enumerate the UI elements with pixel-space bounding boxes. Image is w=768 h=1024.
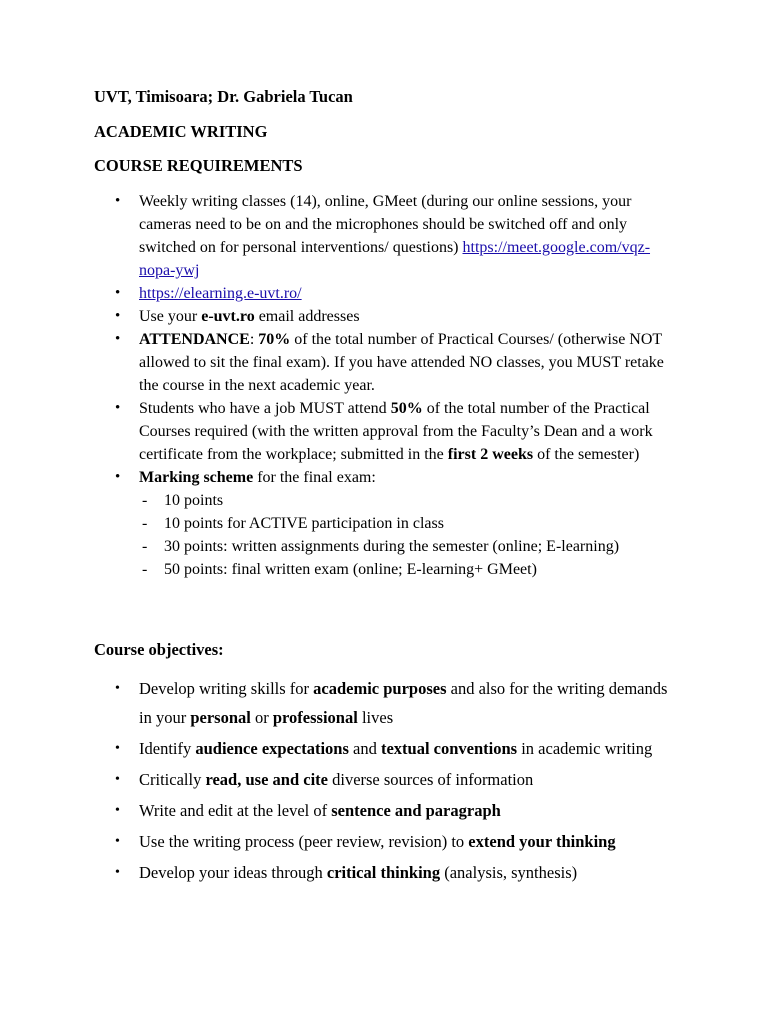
text-run: of the total number of Practical Courses/ (otherwise NOT allowed to sit the final exam). If you have attended NO classes, you MUST retake the course in the next academic year. [139,331,664,394]
text-run: lives [357,708,394,727]
text-run: Students who have a job MUST attend [139,400,391,417]
text-run: Use your [139,308,202,325]
text-run: of the semester) [533,446,640,463]
text-run: or [250,708,273,727]
list-item [94,282,674,305]
gmeet-link[interactable]: https://meet.google.com/vqz-nopa-ywj [139,239,651,279]
list-item [94,466,674,581]
text-run: in academic writing [517,739,653,758]
bold-run: audience expectations [195,739,349,758]
text-run: and also for the writing demands in your [139,679,668,727]
requirement-text: Weekly writing classes (14), online, GMeet (during our online sessions, your cameras need to be on and the microphones should be switched off and only switched on for personal interventions/ questions) [139,193,632,256]
scheme-item: - 10 points for ACTIVE participation in class [139,512,674,535]
text-run: : [249,331,259,348]
bold-run: extend your thinking [468,832,616,851]
scheme-item: - 30 points: written assignments during the semester (online; E-learning) [139,535,674,558]
text-run: for the final exam: [253,469,376,486]
bold-run: read, use and cite [205,770,328,789]
bold-run: first 2 weeks [447,446,534,463]
list-item [94,858,684,887]
list-item [94,734,684,763]
list-item [94,796,684,825]
list-item [94,305,674,328]
objectives-list [94,674,684,889]
marking-scheme-list [139,489,674,581]
bold-run: sentence and paragraph [331,801,501,820]
list-item [94,328,674,397]
bold-run: textual conventions [380,739,518,758]
text-run: email addresses [254,308,360,325]
list-item [94,765,684,794]
bold-run: 70% [258,331,291,348]
section-title: COURSE REQUIREMENTS [94,156,303,175]
elearning-link[interactable]: https://elearning.e-uvt.ro/ [139,285,302,302]
text-run: of the total number of the Practical Courses required (with the written approval from the Faculty’s Dean and a work certificate from the workplace; submitted in the [139,400,653,463]
text-run: and [348,739,381,758]
text-run: Use the writing process (peer review, revision) to [139,832,469,851]
requirements-list [94,190,674,581]
objectives-title: Course objectives: [94,640,224,659]
list-item [94,397,674,466]
text-run: diverse sources of information [327,770,534,789]
list-item [94,190,674,282]
bold-run: e-uvt.ro [201,308,255,325]
bold-run: academic purposes [313,679,447,698]
text-run: Identify [139,739,196,758]
bold-run: personal [190,708,251,727]
course-title: ACADEMIC WRITING [94,122,268,141]
list-item [94,827,684,856]
text-run: (analysis, synthesis) [440,863,578,882]
bold-run: critical thinking [326,863,441,882]
scheme-item: - 50 points: final written exam (online; E-learning+ GMeet) [139,558,674,581]
text-run: Write and edit at the level of [139,801,332,820]
scheme-item: - 10 points [139,489,674,512]
bold-run: 50% [390,400,423,417]
text-run: Critically [139,770,206,789]
bold-run: professional [272,708,358,727]
bold-run: ATTENDANCE [139,331,250,348]
bold-run: Marking scheme [139,469,254,486]
text-run: Develop writing skills for [139,679,314,698]
author-line: UVT, Timisoara; Dr. Gabriela Tucan [94,87,353,106]
list-item [94,674,684,732]
text-run: Develop your ideas through [139,863,327,882]
